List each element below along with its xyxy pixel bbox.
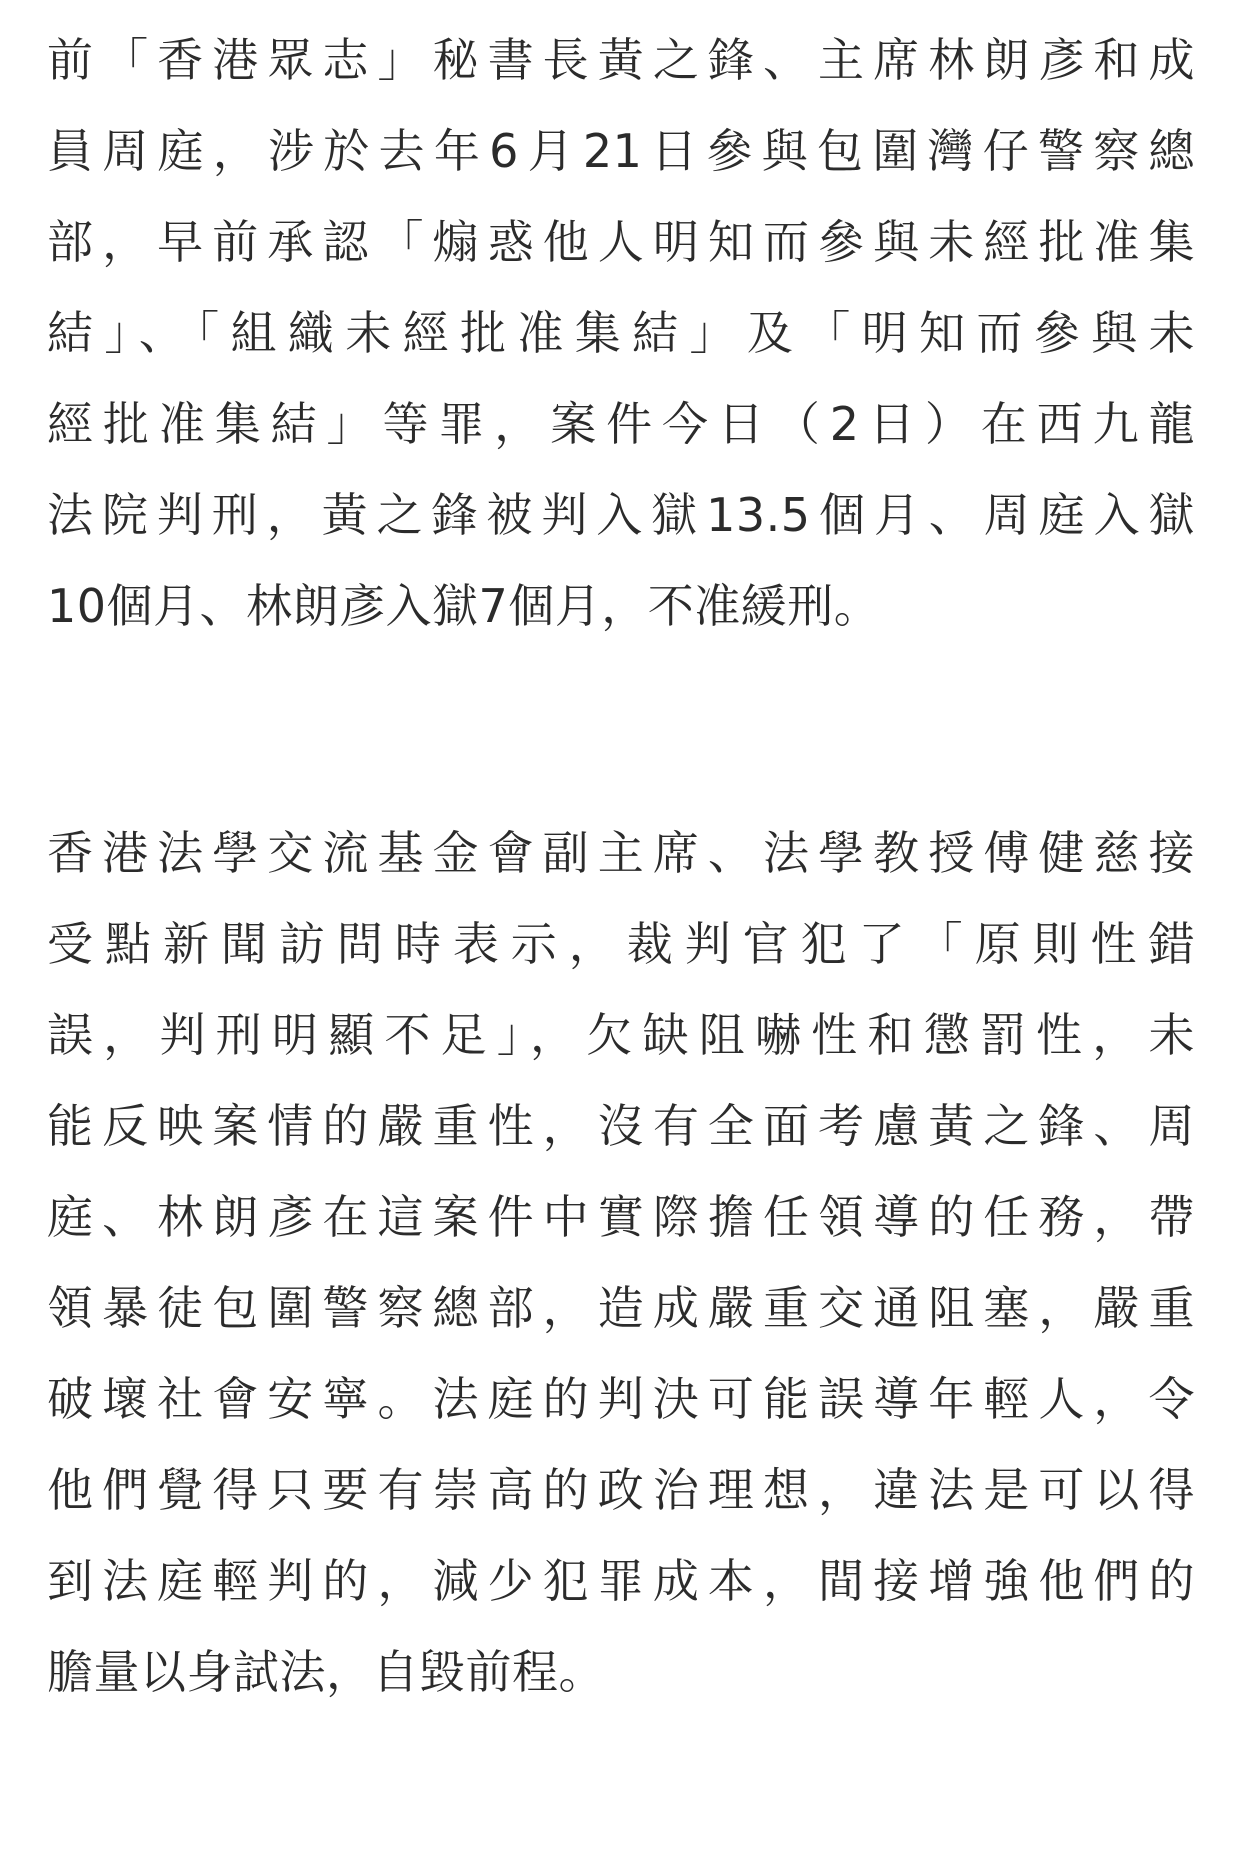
- article-paragraph: [47, 808, 1195, 1718]
- paragraph-line: 10個月、林朗彥入獄7個月，不准緩刑。: [47, 579, 881, 633]
- paragraph-line: 能反映案情的嚴重性，沒有全面考慮黃之鋒、周: [47, 1099, 1195, 1153]
- paragraph-line: 部，早前承認「煽惑他人明知而參與未經批准集: [47, 215, 1195, 269]
- paragraph-line: 膽量以身試法，自毀前程。: [47, 1645, 605, 1699]
- paragraph-line: 他們覺得只要有崇高的政治理想，違法是可以得: [47, 1463, 1195, 1517]
- paragraph-line: 受點新聞訪問時表示，裁判官犯了「原則性錯: [47, 917, 1195, 971]
- paragraph-line: 員周庭，涉於去年6月21日參與包圍灣仔警察總: [47, 124, 1195, 178]
- paragraph-line: 經批准集結」等罪，案件今日（2日）在西九龍: [47, 397, 1195, 451]
- paragraph-line: 到法庭輕判的，減少犯罪成本，間接增強他們的: [47, 1554, 1195, 1608]
- paragraph-line: 誤，判刑明顯不足」，欠缺阻嚇性和懲罰性，未: [47, 1008, 1195, 1062]
- paragraph-line: 庭、林朗彥在這案件中實際擔任領導的任務，帶: [47, 1190, 1195, 1244]
- paragraph-line: 香港法學交流基金會副主席、法學教授傅健慈接: [47, 826, 1195, 880]
- paragraph-line: 破壞社會安寧。法庭的判決可能誤導年輕人，令: [47, 1372, 1195, 1426]
- paragraph-line: 結」、「組織未經批准集結」及「明知而參與未: [47, 306, 1195, 360]
- paragraph-line: 法院判刑，黃之鋒被判入獄13.5個月、周庭入獄: [47, 488, 1195, 542]
- paragraph-line: 領暴徒包圍警察總部，造成嚴重交通阻塞，嚴重: [47, 1281, 1195, 1335]
- paragraph-line: 前「香港眾志」秘書長黃之鋒、主席林朗彥和成: [47, 33, 1195, 87]
- article-paragraph: [47, 15, 1195, 652]
